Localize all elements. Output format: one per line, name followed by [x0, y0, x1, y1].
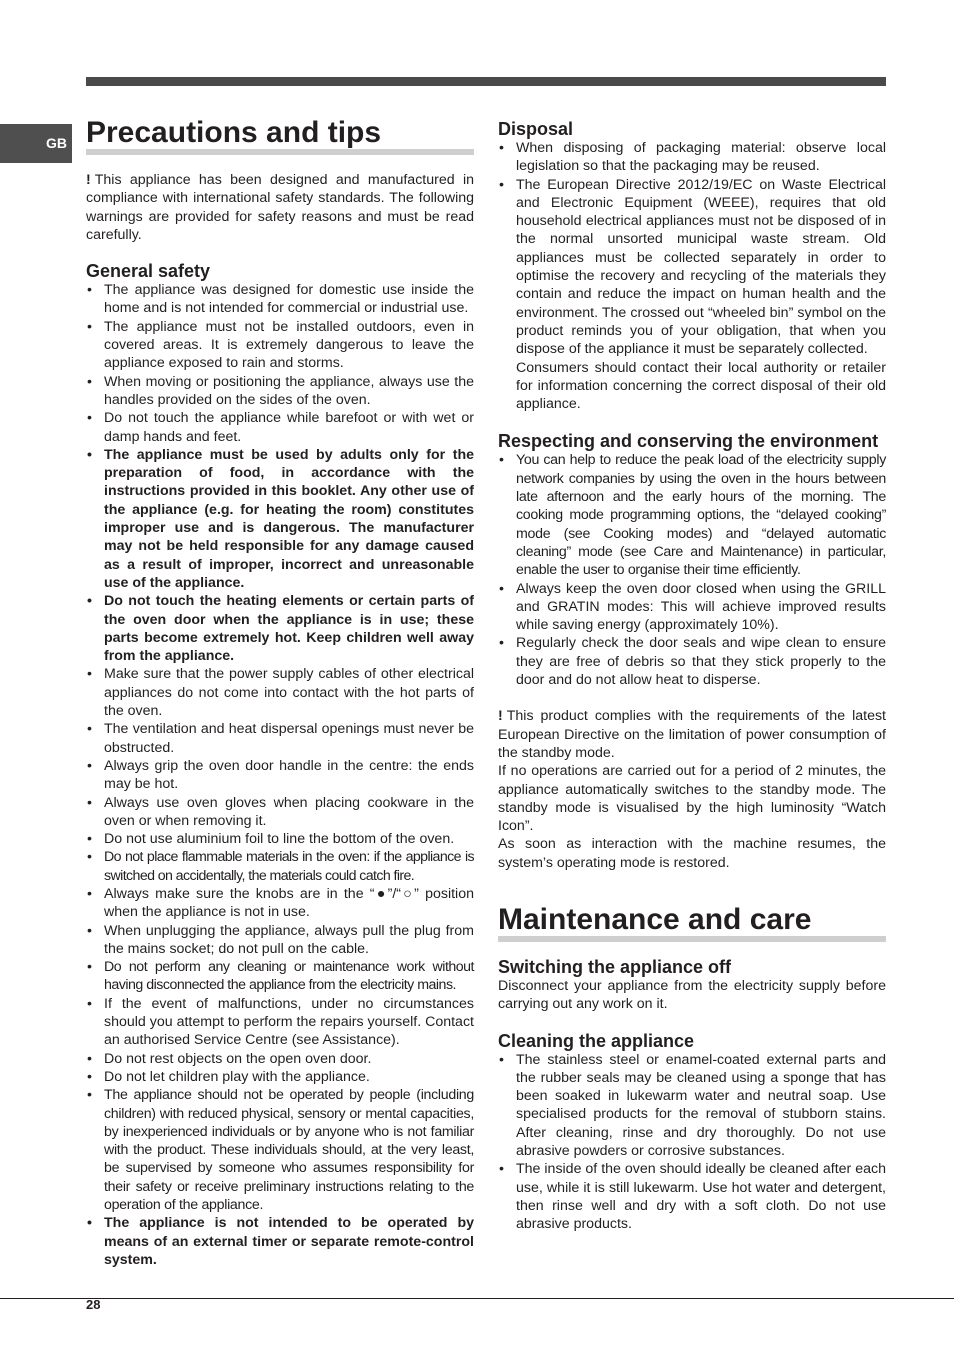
list-item: • When unplugging the appliance, always pull the plug from the mains socket; do not pull on the cable.	[87, 922, 474, 957]
disposal-heading: Disposal	[498, 119, 574, 139]
list-item: • The inside of the oven should ideally be cleaned after each use, while it is still lukewarm. Use hot water and detergent, then rinse well and dry with a soft cloth. Do not use abrasive products.	[499, 1161, 886, 1233]
list-item: • The appliance is not intended to be operated by means of an external timer or separate remote-control system.	[87, 1215, 474, 1268]
switch-off-text: Disconnect your appliance from the electricity supply before carrying out any work on it.	[498, 977, 886, 1013]
list-item: • The appliance must not be installed outdoors, even in covered areas. It is extremely dangerous to leave the appliance exposed to rain and storms.	[87, 318, 474, 372]
warning-mark: !	[86, 172, 91, 188]
list-item: • Always keep the oven door closed when using the GRILL and GRATIN modes: This will achieve improved results while saving energy (approximately 10%).	[499, 580, 886, 634]
list-item: • Always grip the oven door handle in the centre: the ends may be hot.	[87, 757, 474, 793]
list-item: • Always use oven gloves when placing cookware in the oven or when removing it.	[87, 794, 474, 829]
warning-mark: !	[498, 708, 503, 725]
environment-heading: Respecting and conserving the environment	[498, 431, 879, 452]
list-item: • Make sure that the power supply cables of other electrical appliances do not come into contact with the hot parts of the oven.	[87, 666, 474, 720]
list-item: • Do not let children play with the appliance.	[87, 1068, 370, 1085]
list-item: • When disposing of packaging material: observe local legislation so that the packaging may be reused.	[499, 140, 886, 175]
list-item: • The stainless steel or enamel-coated external parts and the rubber seals may be cleaned using a sponge that has been soaked in lukewarm water and neutral soap. Use specialised products for the removal of stubborn stains. After cleaning, rinse and dry thoroughly. Do not use abrasive powders or corrosive substances.	[499, 1051, 886, 1160]
intro-text: This appliance has been designed and manufactured in compliance with international safety standards. The following warnings are provided for safety reasons and must be read carefully.	[86, 172, 474, 243]
precautions-intro	[86, 171, 474, 244]
cleaning-list	[498, 1051, 886, 1234]
precautions-title: Precautions and tips	[86, 117, 474, 155]
list-item: • Do not perform any cleaning or maintenance work without having disconnected the appliance from the electricity mains.	[87, 959, 474, 994]
list-item: • The appliance should not be operated by people (including children) with reduced physical, sensory or mental capacities, by inexperienced individuals or by anyone who is not familiar with the product. These individuals should, at the very least, be supervised by someone who assumes responsibility for their safety or receive preliminary instructions relating to the operation of the appliance.	[87, 1087, 474, 1214]
list-item: • The European Directive 2012/19/EC on Waste Electrical and Electronic Equipment (WEEE), requires that old household electrical appliances must not be disposed of in the normal unsorted municipal waste stream. Old appliances must be collected separately in order to optimise the recovery and recycling of the materials they contain and reduce the impact on human health and the environment. The crossed out “wheeled bin” symbol on the product reminds you of your obligation, that when you dispose of the appliance it must be separately collected.	[499, 176, 886, 358]
standby-text-1: This product complies with the requirements of the latest European Directive on the limitation of power consumption of the standby mode.	[498, 708, 886, 761]
list-item: • Always make sure the knobs are in the “●”/“○” position when the appliance is not in use.	[87, 885, 474, 921]
environment-list	[498, 451, 886, 689]
standby-paragraph-3: As soon as interaction with the machine resumes, the system’s operating mode is restored.	[498, 836, 886, 871]
left-column	[86, 117, 474, 1269]
list-item: • Do not use aluminium foil to line the bottom of the oven.	[87, 831, 455, 848]
list-item: • Do not touch the appliance while barefoot or with wet or damp hands and feet.	[87, 410, 474, 445]
page-number: 28	[86, 1297, 101, 1312]
list-item: • Do not place flammable materials in the oven: if the appliance is switched on accidentally, the materials could catch fire.	[87, 849, 474, 884]
standby-paragraph-1	[498, 707, 886, 762]
general-safety-list	[86, 281, 474, 1269]
list-item: • Do not rest objects on the open oven door.	[87, 1050, 372, 1067]
list-item: • The appliance must be used by adults only for the preparation of food, in accordance with the instructions provided in this booklet. Any other use of the appliance (e.g. for heating the room) constitutes improper use and is dangerous. The manufacturer may not be held responsible for any damage caused as a result of improper, incorrect and unreasonable use of the appliance.	[87, 446, 474, 591]
list-item: • Do not touch the heating elements or certain parts of the oven door when the appliance is in use; these parts become extremely hot. Keep children well away from the appliance.	[87, 593, 474, 665]
list-item: • If the event of malfunctions, under no circumstances should you attempt to perform the repairs yourself. Contact an authorised Service Centre (see Assistance).	[87, 995, 474, 1049]
standby-paragraph-2: If no operations are carried out for a period of 2 minutes, the appliance automatically switches to the standby mode. The standby mode is visualised by the high luminosity “Watch Icon”.	[498, 763, 886, 835]
header-rule	[86, 77, 886, 86]
language-tab: GB	[0, 124, 72, 163]
cleaning-heading: Cleaning the appliance	[498, 1030, 695, 1051]
list-item: • The appliance was designed for domestic use inside the home and is not intended for commercial or industrial use.	[87, 282, 474, 317]
disposal-list	[498, 139, 886, 359]
maintenance-title: Maintenance and care	[498, 904, 886, 942]
list-item: • You can help to reduce the peak load of the electricity supply network companies by using the oven in the hours between late afternoon and the early hours of the morning. The cooking mode programming options, the “delayed cooking” mode (see Cooking modes) and “delayed automatic cleaning” mode (see Care and Maintenance) in particular, enable the user to organise their time efficiently.	[499, 452, 886, 579]
right-column	[498, 119, 886, 1234]
footer-rule	[0, 1298, 954, 1299]
list-item: • Regularly check the door seals and wipe clean to ensure they are free of debris so that they stick properly to the door and do not allow heat to disperse.	[499, 635, 886, 689]
list-item: • When moving or positioning the appliance, always use the handles provided on the sides of the oven.	[87, 373, 474, 408]
list-item: • The ventilation and heat dispersal openings must never be obstructed.	[87, 721, 474, 756]
disposal-note: Consumers should contact their local authority or retailer for information concerning the correct disposal of their old appliance.	[516, 359, 886, 413]
general-safety-heading: General safety	[86, 261, 211, 282]
switch-off-heading: Switching the appliance off	[498, 956, 732, 977]
